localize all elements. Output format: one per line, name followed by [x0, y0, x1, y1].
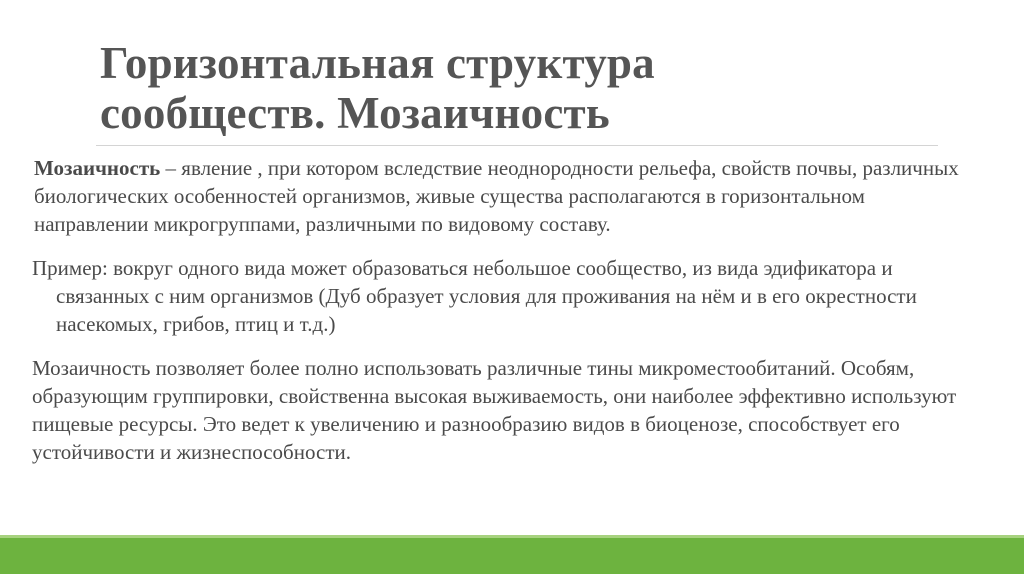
slide-title [100, 38, 940, 138]
title-divider [96, 145, 938, 146]
footer-bar [0, 538, 1024, 574]
slide-body [30, 154, 980, 466]
title-line-2: сообществ. Мозаичность [100, 88, 610, 138]
defined-term: Мозаичность [34, 156, 161, 180]
significance-paragraph: Мозаичность позволяет более полно использовать различные тины микроместообитаний. Особям, образующим группировки, свойственна высокая выживаемость, они наиболее эффективно используют пищевые ресурсы. Это ведет к увеличению и разнообразию видов в биоценозе, способствует его устойчивости и жизнеспособности. [32, 356, 957, 464]
definition-paragraph [30, 154, 980, 238]
example-paragraph: Пример: вокруг одного вида может образоваться небольшое сообщество, из вида эдификатора и связанных с ним организмов (Дуб образует условия для проживания на нём и в его окрестности насекомых, грибов, птиц и т.д.) [32, 256, 917, 336]
definition-text: – явление , при котором вследствие неоднородности рельефа, свойств почвы, различных биологических особенностей организмов, живые существа располагаются в горизонтальном направлении микрогруппами, различными по видовому составу. [34, 156, 959, 236]
title-line-1: Горизонтальная структура [100, 38, 655, 88]
